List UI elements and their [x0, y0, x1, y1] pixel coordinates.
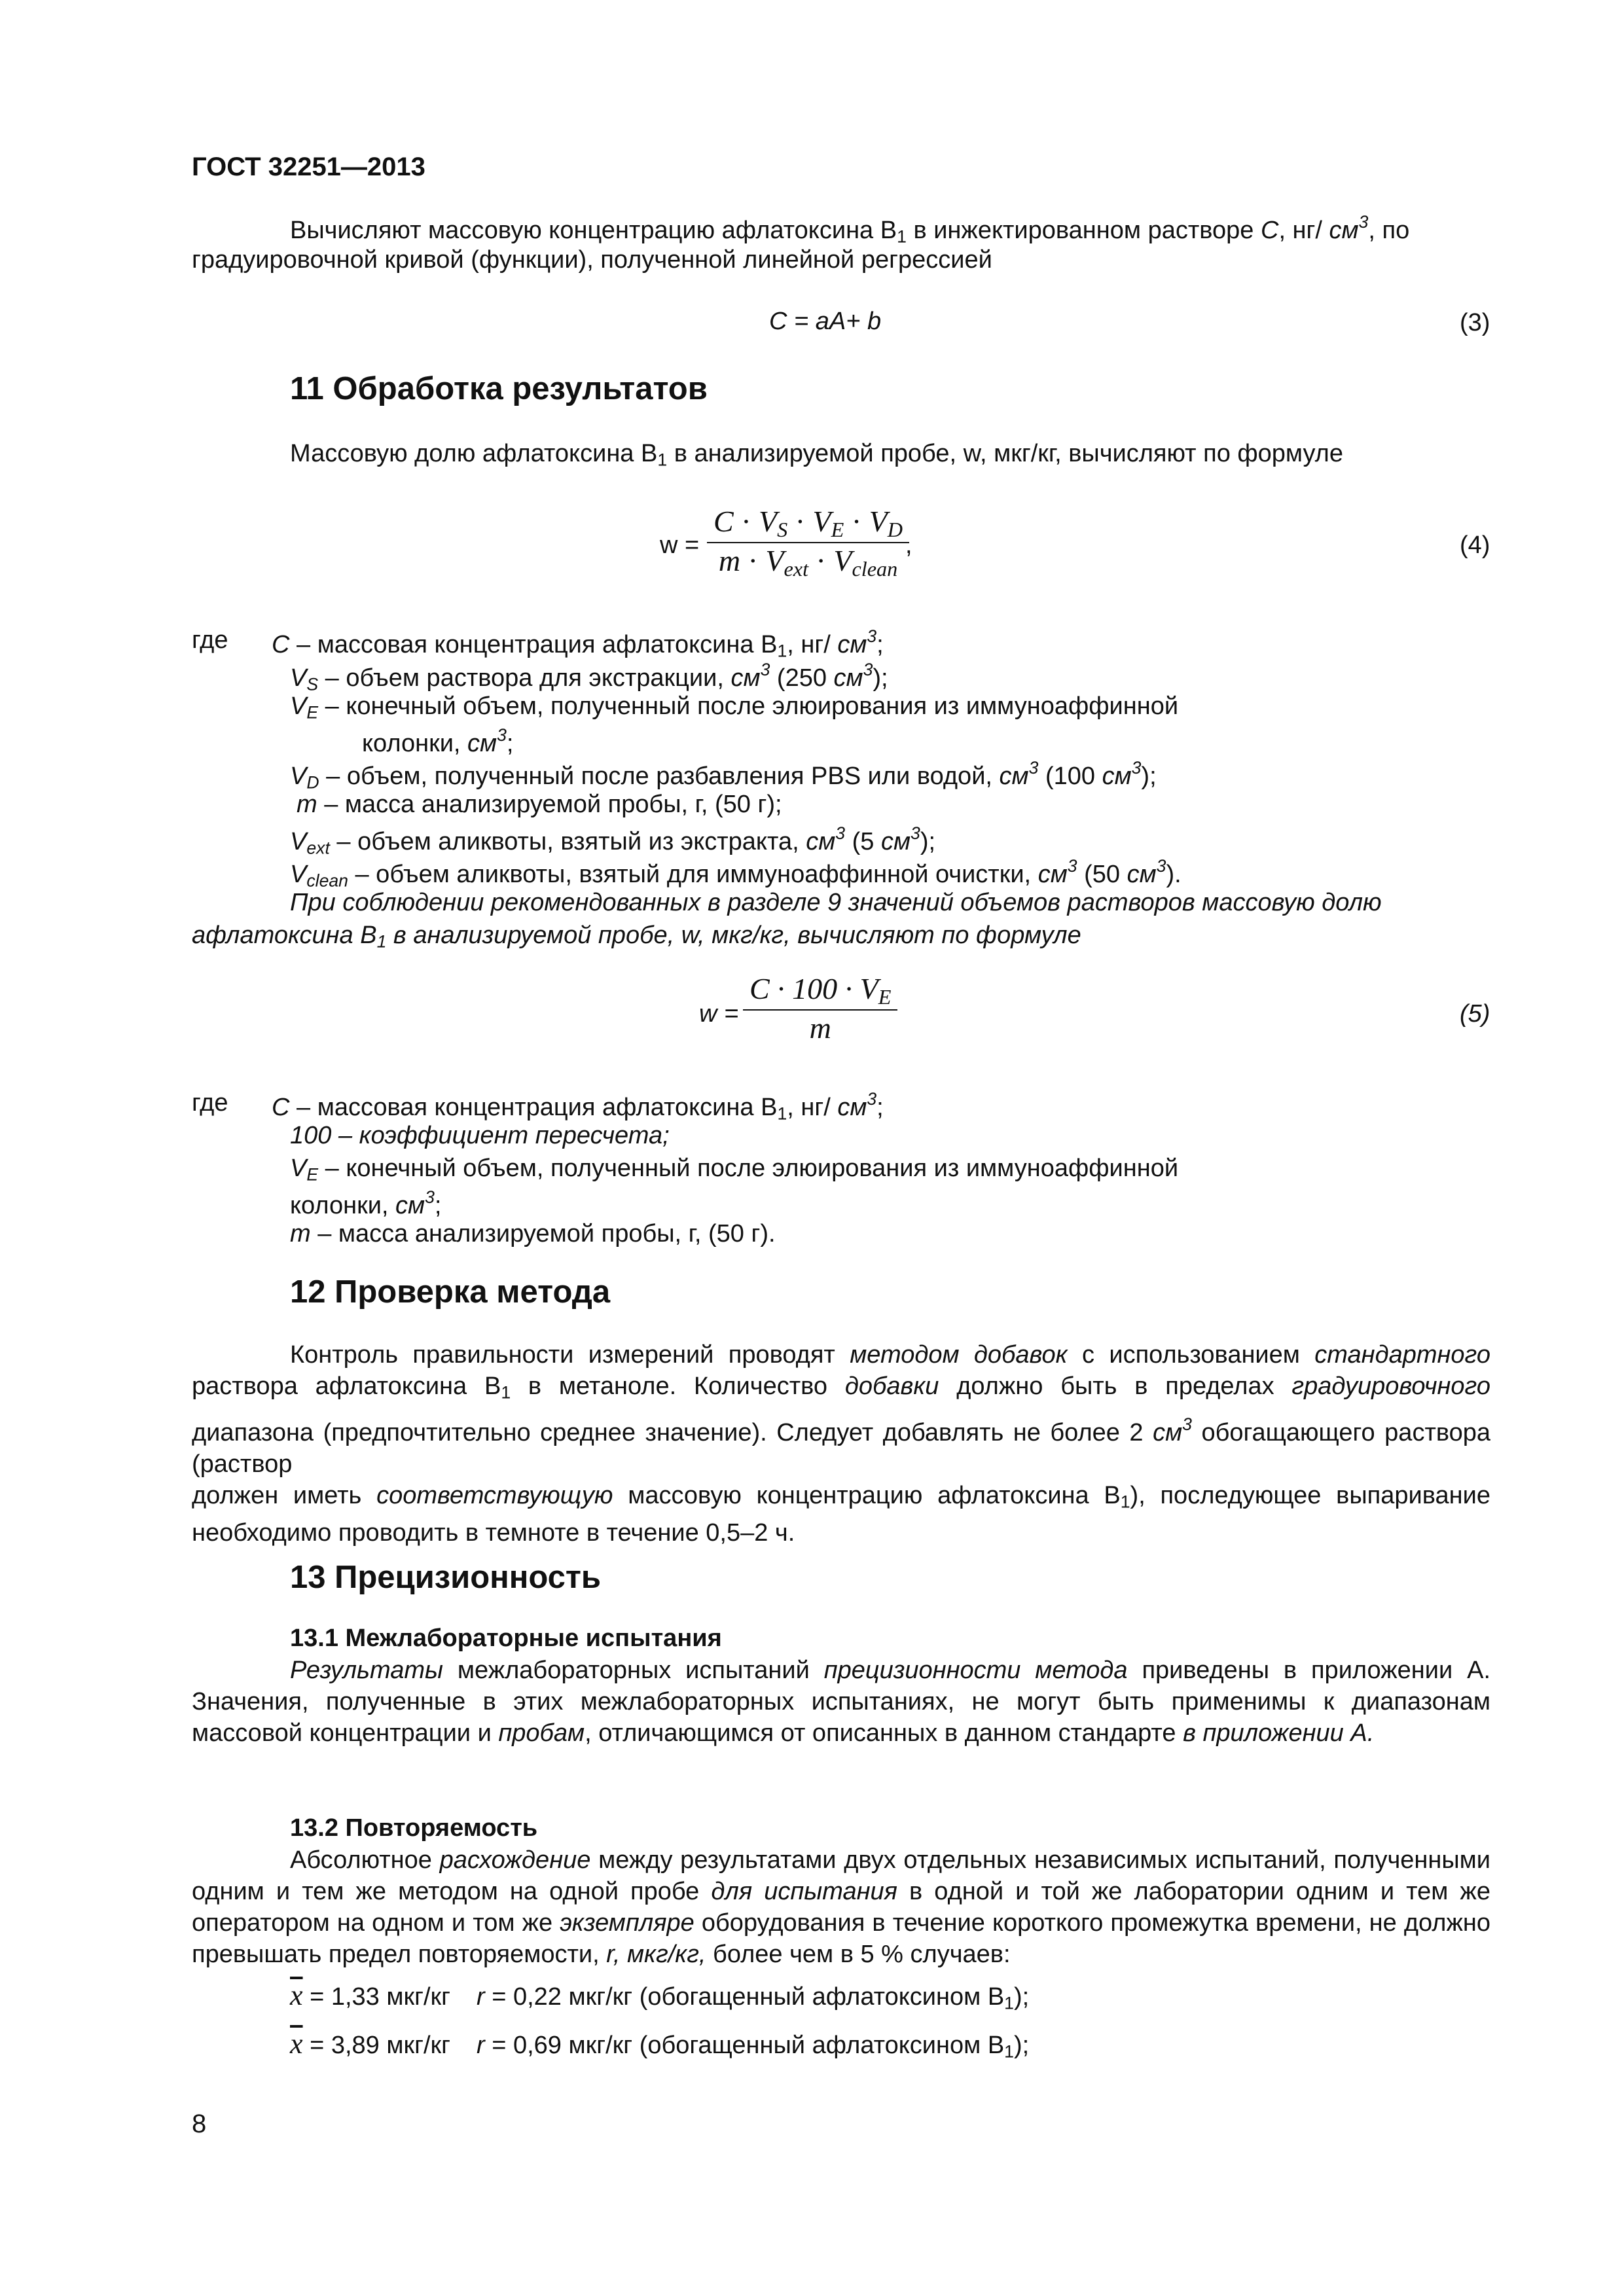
- formula-5-denominator: m: [743, 1009, 897, 1045]
- where4-line-6: m – масса анализируемой пробы, г, (50 г);: [297, 791, 782, 818]
- section-12-heading: 12 Проверка метода: [290, 1274, 611, 1310]
- intro-line-2: градуировочной кривой (функции), полученной линейной регрессией: [192, 246, 992, 274]
- where4-line-2: $V_S$ – объем раствора для экстракции, $см^3$ (250 $см^3$);: [290, 660, 888, 694]
- repeatability-row-2: $\overline{x} = 3,89$ мкг/кг r = 0,69 мкг/кг (обогащенный афлатоксином $B_1$);: [290, 2028, 1030, 2062]
- where-label-4: где: [192, 626, 228, 654]
- section-13-heading: 13 Прецизионность: [290, 1560, 602, 1595]
- intro-line-1: Вычисляют массовую концентрацию афлатоксина $B_1$ в инжектированном растворе C, нг/ $см^3$, по: [290, 212, 1410, 247]
- where5-line-1: C – массовая концентрация афлатоксина $B_1$, нг/ $см^3$;: [272, 1089, 884, 1124]
- formula-4-denominator: $m \cdot V_{ext} \cdot V_{clean}$: [707, 542, 909, 581]
- formula-4-number: (4): [1460, 531, 1490, 559]
- where-label-5: где: [192, 1089, 228, 1117]
- section-13-2-paragraph: Абсолютное расхождение между результатами двух отдельных независимых испытаний, полученными одним и тем же методом на одной пробе для испытания в одной и той же лаборатории одним и тем же оператором на одном и том же экземпляре оборудования в течение короткого промежутка времени, не должно превышать предел повторяемости, r, мкг/кг, более чем в 5 % случаев:: [192, 1846, 1491, 1968]
- formula-4-lhs: w =: [660, 531, 700, 559]
- formula-5-fraction: [743, 971, 897, 1045]
- where4-line-3: $V_E$ – конечный объем, полученный после элюирования из иммуноаффинной: [290, 692, 1179, 723]
- formula-4-comma: ,: [905, 531, 912, 559]
- section-11-text: Массовую долю афлатоксина $B_1$ в анализируемой пробе, w, мкг/кг, вычисляют по формуле: [290, 440, 1343, 470]
- where5-line-3: $V_E$ – конечный объем, полученный после элюирования из иммуноаффинной: [290, 1155, 1179, 1185]
- section-11-heading: 11 Обработка результатов: [290, 371, 708, 406]
- italic-para-line-1: При соблюдении рекомендованных в разделе 9 значений объемов растворов массовую долю: [290, 889, 1382, 916]
- italic-para-line-2: афлатоксина $B_1$ в анализируемой пробе, w, мкг/кг, вычисляют по формуле: [192, 922, 1081, 952]
- formula-5-numerator: $C \cdot 100 \cdot V_E$: [749, 972, 892, 1009]
- formula-5-number: (5): [1460, 1000, 1490, 1028]
- where4-line-5: $V_D$ – объем, полученный после разбавления PBS или водой, $см^3$ (100 $см^3$);: [290, 758, 1157, 793]
- document-id: ГОСТ 32251—2013: [192, 152, 425, 181]
- section-13-2-heading: 13.2 Повторяемость: [290, 1814, 538, 1842]
- page-number: 8: [192, 2109, 207, 2138]
- where5-line-5: m – масса анализируемой пробы, г, (50 г).: [290, 1220, 776, 1247]
- where4-line-7: $V_{ext}$ – объем аликвоты, взятый из экстракта, $см^3$ (5 $см^3$);: [290, 823, 936, 858]
- section-13-1-heading: 13.1 Межлабораторные испытания: [290, 1624, 722, 1652]
- formula-5-lhs: w =: [699, 1000, 739, 1028]
- formula-4-fraction: [707, 504, 909, 581]
- where5-line-4: колонки, $см^3$;: [290, 1187, 442, 1219]
- formula-4-numerator: $C \cdot V_S \cdot V_E \cdot V_D$: [713, 505, 903, 542]
- section-13-1-paragraph: Результаты межлабораторных испытаний прецизионности метода приведены в приложении А. Значения, полученные в этих межлабораторных испытаниях, не могут быть применимы к диапазонам массовой концентрации и пробам, отличающимся от описанных в данном стандарте в приложении А.: [192, 1657, 1490, 1747]
- formula-3-number: (3): [1460, 309, 1490, 336]
- repeatability-row-1: $\overline{x} = 1,33$ мкг/кг r = 0,22 мкг/кг (обогащенный афлатоксином $B_1$);: [290, 1979, 1030, 2013]
- section-12-paragraph: Контроль правильности измерений проводят методом добавок с использованием стандартного раствора афлатоксина $B_1$ в метаноле. Количество добавки должно быть в пределах градуировочного диапазона (предпочтительно среднее значение). Следует добавлять не более 2 $см^3$ обогащающего раствора (раствор должен иметь соответствующую массовую концентрацию афлатоксина $B_1$), последующее выпаривание необходимо проводить в темноте в течение 0,5–2 ч.: [192, 1341, 1491, 1547]
- formula-3: C = aA+ b: [769, 308, 882, 335]
- where4-line-8: $V_{clean}$ – объем аликвоты, взятый для иммуноаффинной очистки, $см^3$ (50 $см^3$).: [290, 856, 1182, 891]
- where4-line-4: колонки, $см^3$;: [362, 725, 514, 757]
- where5-line-2: 100 – коэффициент пересчета;: [290, 1122, 670, 1149]
- where4-line-1: C – массовая концентрация афлатоксина $B_1$, нг/ $см^3$;: [272, 626, 884, 661]
